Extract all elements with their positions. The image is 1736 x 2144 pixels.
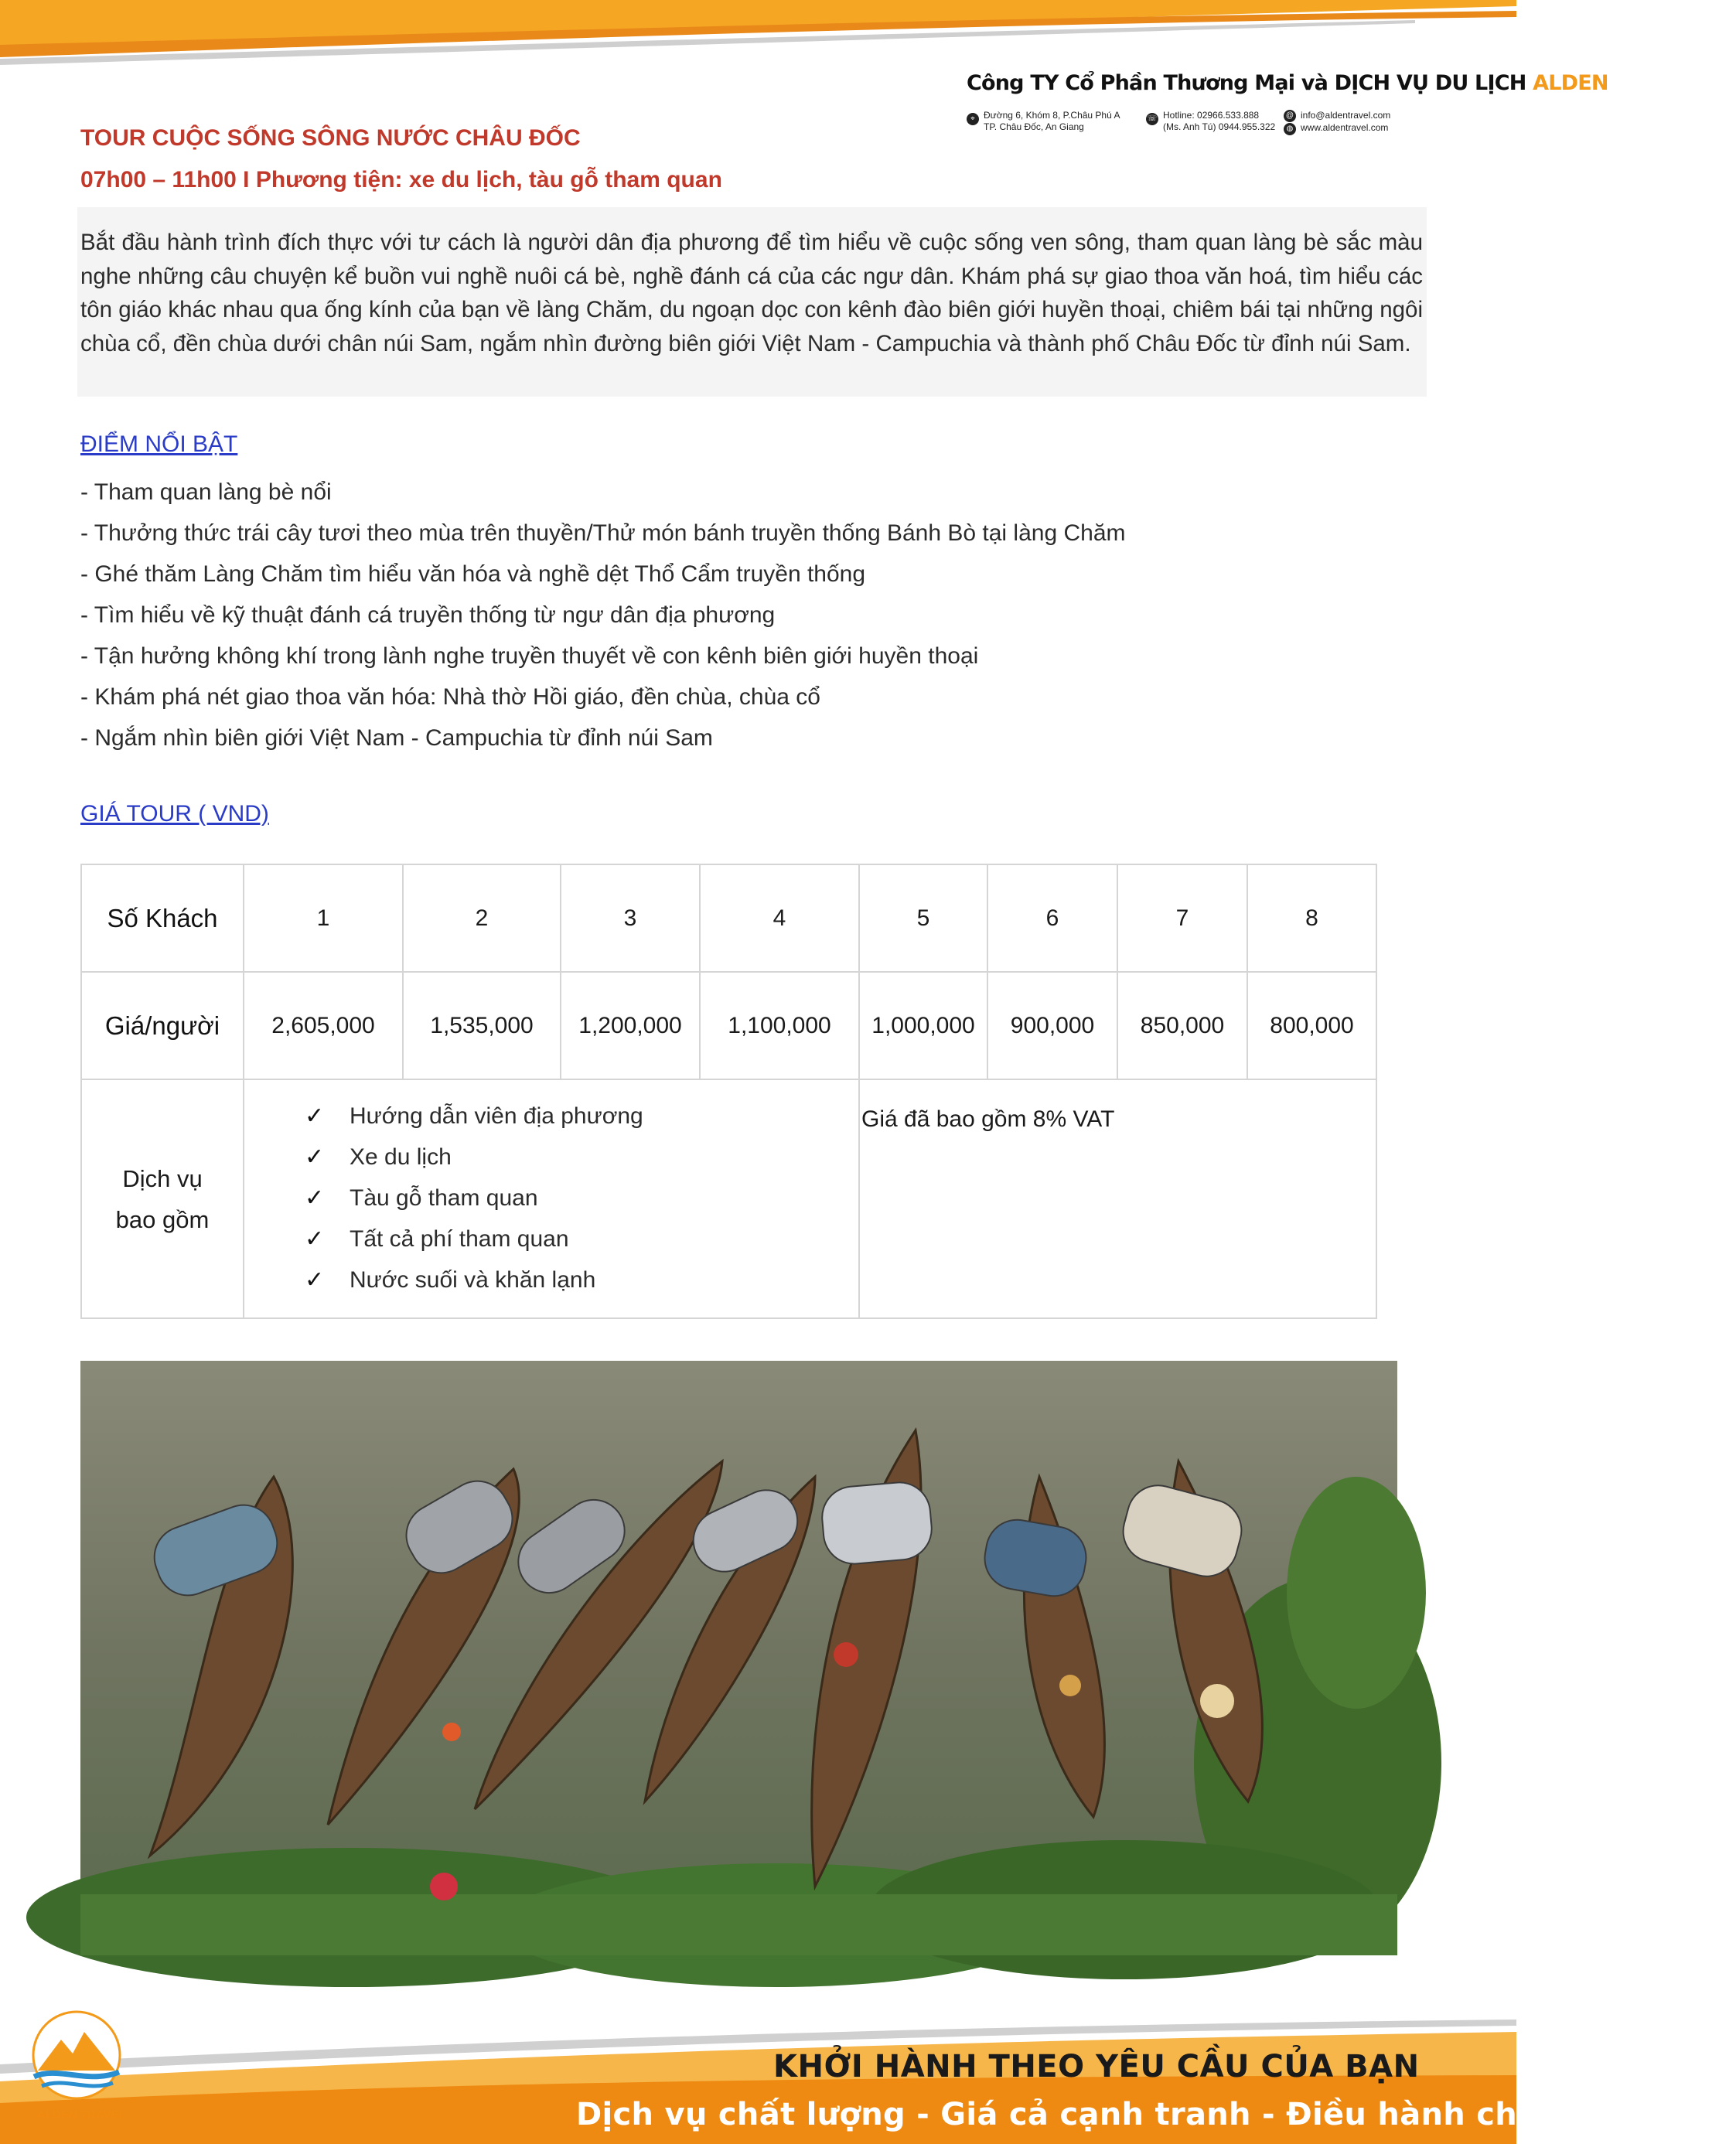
company-address: Đường 6, Khóm 8, P.Châu Phú A TP. Châu Đốc, An Giang (984, 110, 1120, 132)
web-icon: ◍ (1284, 123, 1296, 135)
company-info (967, 71, 1608, 141)
price-value: 1,535,000 (403, 972, 561, 1079)
highlights-list (80, 472, 1126, 758)
check-icon: ✓ (305, 1226, 325, 1252)
guest-count: 3 (561, 864, 700, 972)
tour-subtitle: 07h00 – 11h00 I Phương tiện: xe du lịch, tàu gỗ tham quan (80, 167, 722, 193)
price-value: 900,000 (987, 972, 1117, 1079)
price-value: 850,000 (1117, 972, 1247, 1079)
services-label-cell (81, 1079, 244, 1318)
guest-count: 4 (700, 864, 859, 972)
company-brand: ALDEN (1533, 71, 1608, 95)
highlight-item: - Khám phá nét giao thoa văn hóa: Nhà thờ Hồi giáo, đền chùa, chùa cổ (80, 684, 820, 710)
check-icon: ✓ (305, 1185, 325, 1211)
price-row (81, 972, 1376, 1079)
vat-note: Giá đã bao gồm 8% VAT (859, 1079, 1376, 1318)
services-row (81, 1079, 1376, 1318)
highlight-item: - Thưởng thức trái cây tươi theo mùa trên thuyền/Thử món bánh truyền thống Bánh Bò tại làng Chăm (80, 520, 1126, 546)
service-item: ✓ Tất cả phí tham quan (305, 1219, 858, 1259)
guest-count: 7 (1117, 864, 1247, 972)
service-item: ✓ Xe du lịch (305, 1137, 858, 1178)
guests-label: Số Khách (81, 864, 244, 972)
tour-title: TOUR CUỘC SỐNG SÔNG NƯỚC CHÂU ĐỐC (80, 125, 581, 151)
guest-count: 5 (859, 864, 987, 972)
email-icon: @ (1284, 110, 1296, 122)
company-name: Công TY Cổ Phần Thương Mại và DỊCH VỤ DU LỊCH ALDEN (967, 71, 1608, 95)
guest-count: 1 (244, 864, 403, 972)
services-list (244, 1096, 858, 1300)
highlight-item: - Tận hưởng không khí trong lành nghe truyền thuyết về con kênh biên giới huyền thoại (80, 643, 979, 669)
footer-slogan: KHỞI HÀNH THEO YÊU CẦU CỦA BẠN (773, 2049, 1420, 2084)
services-label: Dịch vụ bao gồm (115, 1164, 210, 1233)
price-value: 800,000 (1247, 972, 1376, 1079)
location-icon: ⌖ (967, 113, 979, 125)
highlight-item: - Tham quan làng bè nổi (80, 479, 332, 505)
check-icon: ✓ (305, 1144, 325, 1170)
company-email[interactable]: info@aldentravel.com (1301, 110, 1391, 121)
boats-photo (80, 1361, 1397, 1955)
logo-text: ALDEN TRAVEL (37, 2108, 126, 2122)
check-icon: ✓ (305, 1267, 325, 1293)
service-item: ✓ Nước suối và khăn lạnh (305, 1259, 858, 1300)
highlight-item: - Ghé thăm Làng Chăm tìm hiểu văn hóa và nghề dệt Thổ Cẩm truyền thống (80, 561, 866, 587)
company-website[interactable]: www.aldentravel.com (1301, 122, 1389, 133)
tour-intro: Bắt đầu hành trình đích thực với tư cách là người dân địa phương để tìm hiểu về cuộc sống ven sông, tham quan làng bè sắc màu nghe những câu chuyện kể buồn vui nghề nuôi cá bè, nghề đánh cá của các ngư dân. Khám phá sự giao thoa văn hoá, tìm hiểu các tôn giáo khác nhau qua ống kính của bạn về làng Chăm, du ngoạn dọc con kênh đào biên giới huyền thoại, chiêm bái tại những ngôi chùa cổ, đền chùa dưới chân núi Sam, ngắm nhìn đường biên giới Việt Nam - Campuchia và thành phố Châu Đốc từ đỉnh núi Sam. (80, 230, 1423, 356)
price-label: Giá/người (81, 972, 244, 1079)
service-item: ✓ Hướng dẫn viên địa phương (305, 1096, 858, 1137)
highlight-item: - Tìm hiểu về kỹ thuật đánh cá truyền thống từ ngư dân địa phương (80, 602, 776, 628)
services-list-cell (244, 1079, 859, 1318)
alden-travel-logo (11, 2009, 142, 2109)
check-icon: ✓ (305, 1103, 325, 1129)
guest-count: 2 (403, 864, 561, 972)
price-value: 2,605,000 (244, 972, 403, 1079)
company-hotline: Hotline: 02966.533.888 (Ms. Anh Tú) 0944.955.322 (1163, 110, 1276, 132)
guest-count: 8 (1247, 864, 1376, 972)
highlights-heading[interactable]: ĐIỂM NỔI BẬT (80, 431, 238, 457)
price-value: 1,000,000 (859, 972, 987, 1079)
price-heading[interactable]: GIÁ TOUR ( VND) (80, 801, 269, 827)
guests-row (81, 864, 1376, 972)
price-value: 1,200,000 (561, 972, 700, 1079)
footer-tagline: Dịch vụ chất lượng - Giá cả cạnh tranh - Điều hành chuyên nghiệp (576, 2097, 1736, 2132)
guest-count: 6 (987, 864, 1117, 972)
highlight-item: - Ngắm nhìn biên giới Việt Nam - Campuchia từ đỉnh núi Sam (80, 725, 713, 751)
price-table (80, 864, 1377, 1319)
price-value: 1,100,000 (700, 972, 859, 1079)
phone-icon: ☏ (1146, 113, 1158, 125)
service-item: ✓ Tàu gỗ tham quan (305, 1178, 858, 1219)
